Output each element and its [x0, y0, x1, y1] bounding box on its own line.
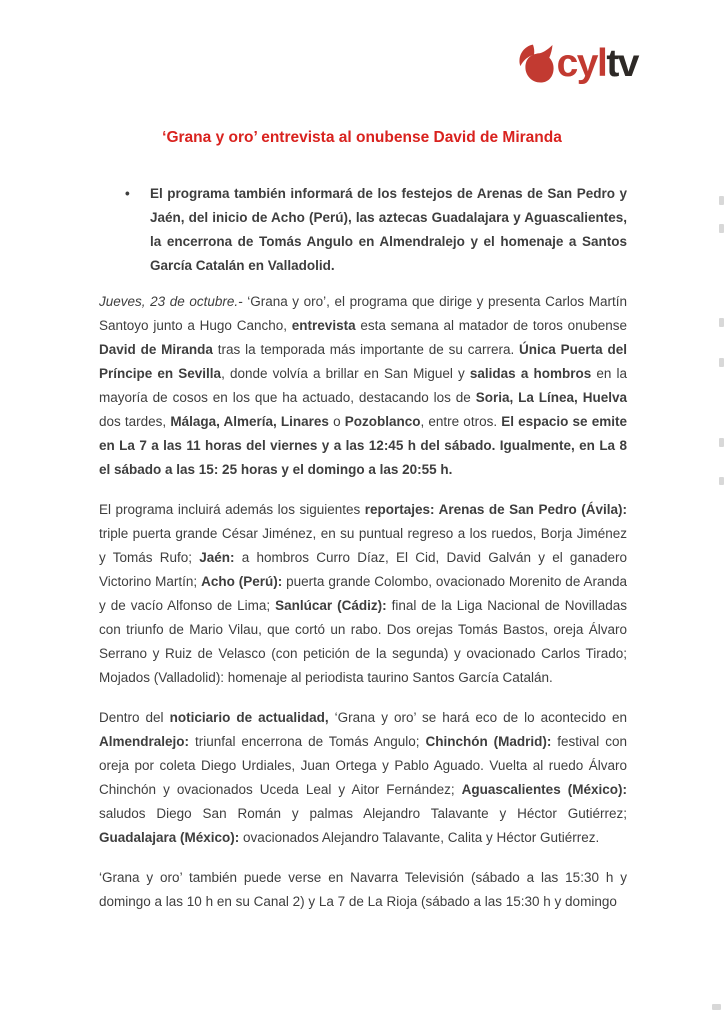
scan-artifact — [719, 196, 724, 205]
bullet-summary: El programa también informará de los festejos de Arenas de San Pedro y Jaén, del inicio de Acho (Perú), las aztecas Guadalajara y Aguascalientes, la encerrona de Tomás Angulo en Almendralejo y el homenaje a Santos García Catalán en Valladolid. — [150, 186, 627, 273]
scan-artifact — [719, 318, 724, 327]
paragraph-intro: Jueves, 23 de octubre.- ‘Grana y oro’, el programa que dirige y presenta Carlos Martín Santoyo junto a Hugo Cancho, entrevista esta semana al matador de toros onubense David de Miranda tras la temporada más importante de su carrera. Única Puerta del Príncipe en Sevilla, donde volvía a brillar en San Miguel y salidas a hombros en la mayoría de cosos en los que ha actuado, destacando los de Soria, La Línea, Huelva dos tardes, Málaga, Almería, Linares o Pozoblanco, entre otros. El espacio se emite en La 7 a las 11 horas del viernes y a las 12:45 h del sábado. Igualmente, en La 8 el sábado a las 15: 25 horas y el domingo a las 20:55 h. — [99, 294, 628, 477]
paragraph-noticiario: Dentro del noticiario de actualidad, ‘Grana y oro’ se hará eco de lo acontecido en Almendralejo: triunfal encerrona de Tomás Angulo; Chinchón (Madrid): festival con oreja por coleta Diego Urdiales, Juan Ortega y Pablo Aguado. Vuelta al ruedo Álvaro Chinchón y ovacionados Uceda Leal y Aitor Fernández; Aguascalientes (México): saludos Diego San Román y palmas Alejandro Talavante y Héctor Gutiérrez; Guadalajara (México): ovacionados Alejandro Talavante, Calita y Héctor Gutiérrez. — [99, 710, 628, 845]
scan-artifact — [719, 477, 724, 485]
logo-text-tv: tv — [606, 42, 638, 85]
cyltv-icon — [517, 41, 554, 87]
logo-text-cyl: cyl — [556, 42, 607, 85]
scan-artifact — [719, 224, 724, 233]
bullet-item — [99, 182, 627, 278]
page-title: ‘Grana y oro’ entrevista al onubense David de Miranda — [162, 129, 562, 146]
scan-artifact — [712, 1004, 721, 1010]
header — [0, 0, 724, 88]
paragraph-reportajes: El programa incluirá además los siguientes reportajes: Arenas de San Pedro (Ávila): triple puerta grande César Jiménez, en su puntual regreso a los ruedos, Borja Jiménez y Tomás Rufo; Jaén: a hombros Curro Díaz, El Cid, David Galván y el ganadero Victorino Martín; Acho (Perú): puerta grande Colombo, ovacionado Morenito de Aranda y de vacío Alfonso de Lima; Sanlúcar (Cádiz): final de la Liga Nacional de Novilladas con triunfo de Mario Vilau, que cortó un rabo. Dos orejas Tomás Bastos, oreja Álvaro Serrano y Ruiz de Velasco (con petición de la segunda) y ovacionado Carlos Tirado; Mojados (Valladolid): homenaje al periodista taurino Santos García Catalán. — [99, 502, 628, 685]
cyltv-logo — [517, 40, 638, 88]
scan-artifact — [719, 358, 724, 367]
article-body — [99, 290, 627, 914]
scan-artifact — [719, 438, 724, 447]
bullet-marker: • — [125, 186, 130, 201]
paragraph-otros-canales: ‘Grana y oro’ también puede verse en Navarra Televisión (sábado a las 15:30 h y domingo a las 10 h en su Canal 2) y La 7 de La Rioja (sábado a las 15:30 h y domingo — [99, 870, 627, 909]
